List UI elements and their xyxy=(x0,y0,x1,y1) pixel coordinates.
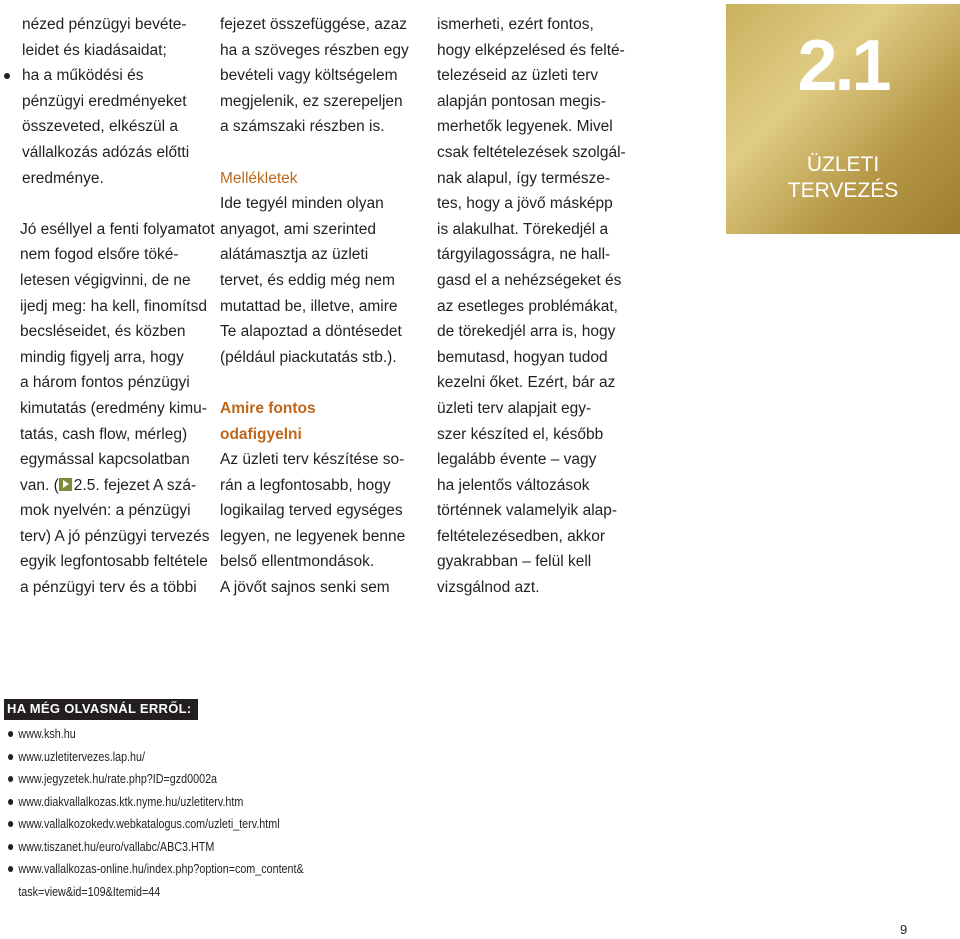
text-line: összeveted, elkészül a xyxy=(22,118,178,136)
text-line: csak feltételezések szolgál- xyxy=(437,143,626,161)
text-column-1 xyxy=(20,12,215,601)
text-line: bevételi vagy költségelem xyxy=(220,67,398,85)
text-line: legalább évente – vagy xyxy=(437,451,597,469)
text-line: a pénzügyi terv és a többi xyxy=(20,579,197,597)
text-line: szer készíted el, később xyxy=(437,425,604,443)
text-line: tatás, cash flow, mérleg) xyxy=(20,425,188,443)
text-line: leidet és kiadásaidat; xyxy=(22,41,167,59)
reference-text: 2.5. fejezet A szá- xyxy=(73,476,197,494)
text-line: fejezet összefüggése, azaz xyxy=(220,16,407,33)
more-reading-links xyxy=(8,723,428,903)
section-heading-attachments: Mellékletek xyxy=(220,169,298,187)
text-line: anyagot, ami szerinted xyxy=(220,220,376,238)
text-line: gyakrabban – felül kell xyxy=(437,553,592,571)
text-line: bemutasd, hogyan tudod xyxy=(437,348,608,366)
link-item-continuation[interactable]: task=view&id=109&Itemid=44 xyxy=(18,884,161,899)
text-line: kezelni őket. Ezért, bár az xyxy=(437,374,616,392)
text-line: de törekedjél arra is, hogy xyxy=(437,323,616,341)
text-line: egyik legfontosabb feltétele xyxy=(20,553,208,571)
text-line: mok nyelvén: a pénzügyi xyxy=(20,502,191,520)
paragraph-gap xyxy=(220,140,420,166)
link-item[interactable]: www.tiszanet.hu/euro/vallabc/ABC3.HTM xyxy=(8,836,369,859)
text-line: vizsgálnod azt. xyxy=(437,579,540,597)
chapter-badge xyxy=(726,4,960,234)
text-line: ismerheti, ezért fontos, xyxy=(437,16,594,33)
chapter-title xyxy=(726,152,960,204)
text-line: legyen, ne legyenek benne xyxy=(220,527,406,545)
text-line: ha a szöveges részben egy xyxy=(220,41,409,59)
text-line: letesen végigvinni, de ne xyxy=(20,271,191,289)
reference-line xyxy=(20,473,212,499)
text-line: Te alapoztad a döntésedet xyxy=(220,323,402,341)
section-heading-attention: Amire fontos xyxy=(220,399,316,417)
paragraph-gap xyxy=(220,370,420,396)
text-line: ha jelentős változások xyxy=(437,476,590,494)
text-line: alapján pontosan megis- xyxy=(437,92,606,110)
text-line: terv) A jó pénzügyi tervezés xyxy=(20,527,210,545)
link-item[interactable]: www.ksh.hu xyxy=(8,723,369,746)
chapter-title-line: TERVEZÉS xyxy=(787,179,899,202)
link-item[interactable]: www.jegyzetek.hu/rate.php?ID=gzd0002a xyxy=(8,768,369,791)
text-line: telezéseid az üzleti terv xyxy=(437,67,599,85)
text-line: egymással kapcsolatban xyxy=(20,451,190,469)
text-line: nak alapul, így természe- xyxy=(437,169,611,187)
link-item[interactable]: www.uzletitervezes.lap.hu/ xyxy=(8,746,369,769)
bullet-item-start: ha a működési és xyxy=(22,63,212,89)
text-line: vállalkozás adózás előtti xyxy=(22,143,190,161)
text-line: Jó eséllyel a fenti folyamatot xyxy=(20,220,215,238)
chapter-number: 2.1 xyxy=(797,26,889,106)
text-line: a három fontos pénzügyi xyxy=(20,374,190,392)
text-line: hogy elképzelésed és felté- xyxy=(437,41,625,59)
text-line: az esetleges problémákat, xyxy=(437,297,618,315)
text-column-2 xyxy=(220,12,420,601)
text-line: pénzügyi eredményeket xyxy=(22,92,187,110)
text-line: is alakulhat. Törekedjél a xyxy=(437,220,609,238)
text-line: merhetők legyenek. Mivel xyxy=(437,118,613,136)
text-line: üzleti terv alapjait egy- xyxy=(437,399,592,417)
text-line: ijedj meg: ha kell, finomítsd xyxy=(20,297,207,315)
text-line: rán a legfontosabb, hogy xyxy=(220,476,391,494)
text-line: feltételezésedben, akkor xyxy=(437,527,606,545)
text-column-3 xyxy=(437,12,647,601)
text-line: gasd el a nehézségeket és xyxy=(437,271,622,289)
text-line: tes, hogy a jövő másképp xyxy=(437,195,613,213)
text-line: (például piackutatás stb.). xyxy=(220,348,397,366)
link-item[interactable]: www.vallalkozas-online.hu/index.php?option=com_content& xyxy=(8,858,369,881)
text-line: Az üzleti terv készítése so- xyxy=(220,451,405,469)
text-line: megjelenik, ez szerepeljen xyxy=(220,92,403,110)
text-line: a számszaki részben is. xyxy=(220,118,385,136)
text-line: becsléseidet, és közben xyxy=(20,323,186,341)
chapter-title-line: ÜZLETI xyxy=(806,153,880,176)
text-line: eredménye. xyxy=(22,169,104,187)
text-line: Ide tegyél minden olyan xyxy=(220,195,384,213)
more-reading-heading: HA MÉG OLVASNÁL ERRŐL: xyxy=(4,699,198,720)
text-line: A jövőt sajnos senki sem xyxy=(220,579,390,597)
text-line: tárgyilagosságra, ne hall- xyxy=(437,246,611,264)
text-line: belső ellentmondások. xyxy=(220,553,375,571)
page-number: 9 xyxy=(900,922,908,937)
text-line: mutattad be, illetve, amire xyxy=(220,297,398,315)
play-arrow-icon xyxy=(59,478,72,491)
text-line: történnek valamelyik alap- xyxy=(437,502,618,520)
link-item[interactable]: www.diakvallalkozas.ktk.nyme.hu/uzletiterv.htm xyxy=(8,791,369,814)
text-line: kimutatás (eredmény kimu- xyxy=(20,399,207,417)
text-line: mindig figyelj arra, hogy xyxy=(20,348,184,366)
section-heading-attention: odafigyelni xyxy=(220,425,302,443)
text-line: alátámasztja az üzleti xyxy=(220,246,369,264)
reference-prefix: van. ( xyxy=(20,476,59,494)
paragraph-gap xyxy=(22,191,212,217)
text-line: logikailag terved egységes xyxy=(220,502,403,520)
text-line: nézed pénzügyi bevéte- xyxy=(22,16,187,33)
text-line: nem fogod elsőre töké- xyxy=(20,246,179,264)
text-line: tervet, és eddig még nem xyxy=(220,271,395,289)
link-item[interactable]: www.vallalkozokedv.webkatalogus.com/uzleti_terv.html xyxy=(8,813,369,836)
